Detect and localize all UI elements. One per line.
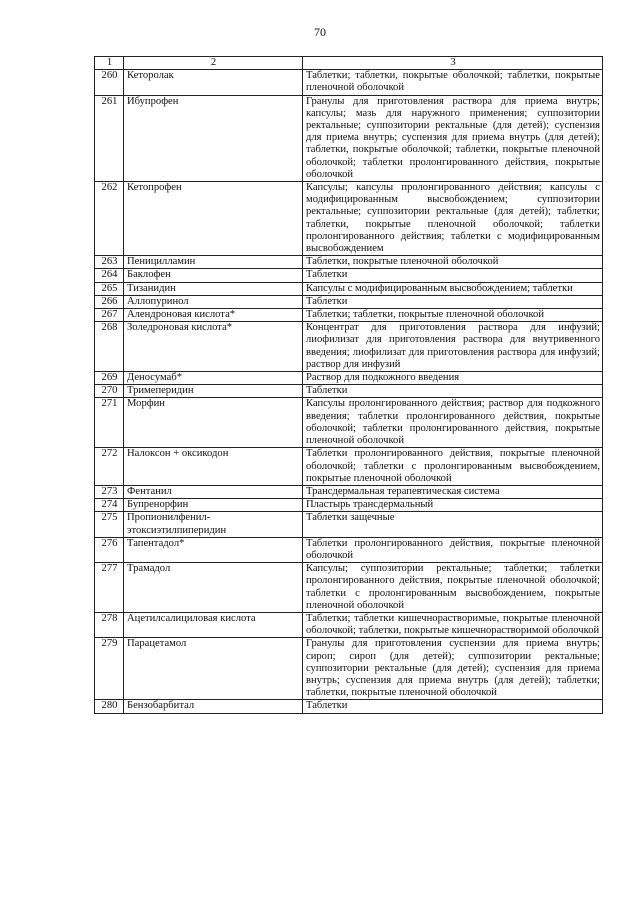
dosage-forms: Таблетки (303, 269, 603, 282)
row-number: 274 (95, 499, 124, 512)
table-row (95, 182, 603, 256)
drug-name: Тапентадол* (124, 537, 303, 562)
row-number: 265 (95, 282, 124, 295)
table-row (95, 398, 603, 448)
drug-name: Бензобарбитал (124, 700, 303, 713)
drug-name: Парацетамол (124, 638, 303, 700)
row-number: 271 (95, 398, 124, 448)
row-number: 266 (95, 295, 124, 308)
row-number: 263 (95, 256, 124, 269)
drug-name: Пропионилфенил-этоксиэтилпиперидин (124, 512, 303, 537)
dosage-forms: Гранулы для приготовления суспензии для приема внутрь; сироп; сироп (для детей); суппозитории ректальные; суппозитории ректальные (для детей); суспензия для приема внутрь; суспензия для приема внутрь (для детей); таблетки; таблетки, покрытые пленочной оболочкой (303, 638, 603, 700)
column-header-number: 1 (95, 57, 124, 70)
drug-name: Трамадол (124, 563, 303, 613)
dosage-forms: Таблетки (303, 385, 603, 398)
row-number: 280 (95, 700, 124, 713)
row-number: 275 (95, 512, 124, 537)
dosage-forms: Гранулы для приготовления раствора для приема внутрь; капсулы; мазь для наружного применения; суппозитории ректальные; суппозитории ректальные (для детей); суспензия для приема внутрь; суспензия для приема внутрь (для детей); таблетки, покрытые оболочкой; таблетки, покрытые пленочной оболочкой; таблетки пролонгированного действия, покрытые оболочкой (303, 95, 603, 181)
dosage-forms: Таблетки (303, 700, 603, 713)
dosage-forms: Капсулы; капсулы пролонгированного действия; капсулы с модифицированным высвобождением; суппозитории ректальные; суппозитории ректальные (для детей); таблетки; таблетки, покрытые пленочной оболочкой; таблетки пролонгированного действия; таблетки с модифицированным высвобождением (303, 182, 603, 256)
drug-name: Деносумаб* (124, 372, 303, 385)
table-row (95, 256, 603, 269)
table-row (95, 512, 603, 537)
row-number: 270 (95, 385, 124, 398)
drug-name: Фентанил (124, 485, 303, 498)
dosage-forms: Капсулы с модифицированным высвобождением; таблетки (303, 282, 603, 295)
row-number: 264 (95, 269, 124, 282)
table-row (95, 282, 603, 295)
row-number: 262 (95, 182, 124, 256)
table-row (95, 322, 603, 372)
dosage-forms: Таблетки защечные (303, 512, 603, 537)
drug-name: Ибупрофен (124, 95, 303, 181)
row-number: 278 (95, 612, 124, 637)
table-row (95, 95, 603, 181)
drug-name: Кеторолак (124, 70, 303, 95)
table-header-row (95, 57, 603, 70)
table-row (95, 269, 603, 282)
dosage-forms: Концентрат для приготовления раствора для инфузий; лиофилизат для приготовления раствора для внутривенного введения; лиофилизат для приготовления раствора для инфузий; раствор для инфузий (303, 322, 603, 372)
table-row (95, 448, 603, 486)
column-header-forms: 3 (303, 57, 603, 70)
drug-name: Алендроновая кислота* (124, 309, 303, 322)
row-number: 268 (95, 322, 124, 372)
table-row (95, 372, 603, 385)
table-row (95, 537, 603, 562)
drug-table (94, 56, 603, 714)
drug-name: Золедроновая кислота* (124, 322, 303, 372)
drug-name: Баклофен (124, 269, 303, 282)
table-row (95, 563, 603, 613)
drug-name: Налоксон + оксикодон (124, 448, 303, 486)
dosage-forms: Таблетки, покрытые пленочной оболочкой (303, 256, 603, 269)
table-row (95, 70, 603, 95)
dosage-forms: Таблетки пролонгированного действия, покрытые пленочной оболочкой; таблетки с пролонгированным высвобождением, покрытые пленочной оболочкой (303, 448, 603, 486)
table-row (95, 385, 603, 398)
row-number: 261 (95, 95, 124, 181)
row-number: 272 (95, 448, 124, 486)
drug-name: Пеницилламин (124, 256, 303, 269)
dosage-forms: Таблетки; таблетки, покрытые оболочкой; таблетки, покрытые пленочной оболочкой (303, 70, 603, 95)
table-row (95, 295, 603, 308)
row-number: 267 (95, 309, 124, 322)
dosage-forms: Пластырь трансдермальный (303, 499, 603, 512)
row-number: 276 (95, 537, 124, 562)
dosage-forms: Капсулы; суппозитории ректальные; таблетки; таблетки пролонгированного действия, покрытые пленочной оболочкой; таблетки с пролонгированным высвобождением, покрытые пленочной оболочкой (303, 563, 603, 613)
row-number: 260 (95, 70, 124, 95)
drug-name: Тримеперидин (124, 385, 303, 398)
row-number: 277 (95, 563, 124, 613)
column-header-name: 2 (124, 57, 303, 70)
drug-name: Морфин (124, 398, 303, 448)
dosage-forms: Таблетки; таблетки кишечнорастворимые, покрытые пленочной оболочкой; таблетки, покрытые кишечнорастворимой оболочкой (303, 612, 603, 637)
dosage-forms: Трансдермальная терапевтическая система (303, 485, 603, 498)
dosage-forms: Капсулы пролонгированного действия; раствор для подкожного введения; таблетки пролонгированного действия, покрытые оболочкой; таблетки пролонгированного действия, покрытые пленочной оболочкой (303, 398, 603, 448)
table-row (95, 700, 603, 713)
table-row (95, 612, 603, 637)
drug-name: Тизанидин (124, 282, 303, 295)
drug-name: Аллопуринол (124, 295, 303, 308)
drug-name: Бупренорфин (124, 499, 303, 512)
dosage-forms: Раствор для подкожного введения (303, 372, 603, 385)
row-number: 273 (95, 485, 124, 498)
table-row (95, 485, 603, 498)
drug-name: Ацетилсалициловая кислота (124, 612, 303, 637)
dosage-forms: Таблетки пролонгированного действия, покрытые пленочной оболочкой (303, 537, 603, 562)
dosage-forms: Таблетки (303, 295, 603, 308)
row-number: 269 (95, 372, 124, 385)
table-row (95, 499, 603, 512)
drug-name: Кетопрофен (124, 182, 303, 256)
table-row (95, 638, 603, 700)
page-number: 70 (314, 25, 326, 39)
dosage-forms: Таблетки; таблетки, покрытые пленочной оболочкой (303, 309, 603, 322)
table-row (95, 309, 603, 322)
row-number: 279 (95, 638, 124, 700)
